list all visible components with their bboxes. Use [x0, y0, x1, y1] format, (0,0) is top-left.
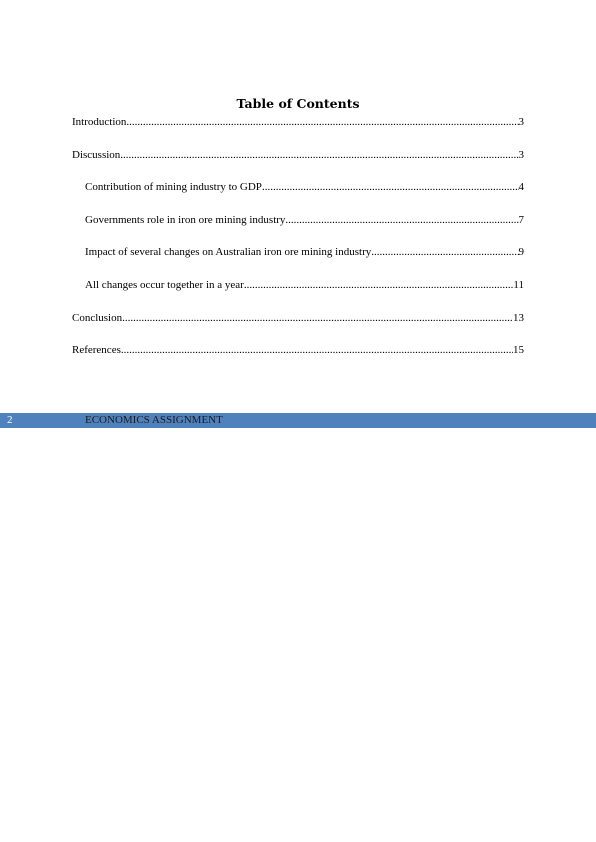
page-footer-bar [0, 413, 596, 428]
toc-entry-contribution-mining-gdp[interactable] [72, 180, 524, 195]
toc-entry-introduction[interactable] [72, 115, 524, 130]
footer-page-number: 2 [7, 414, 13, 426]
toc-entry-conclusion[interactable] [72, 311, 524, 326]
toc-dot-leader [285, 213, 518, 228]
toc-entry-page: 11 [513, 278, 524, 291]
toc-entry-page: 13 [513, 311, 524, 324]
toc-entry-page: 3 [518, 116, 524, 128]
toc-dot-leader [120, 148, 518, 163]
toc-entry-governments-role[interactable] [72, 213, 524, 228]
toc-entry-label[interactable]: Conclusion [72, 311, 123, 324]
toc-dot-leader [262, 180, 519, 195]
toc-entry-discussion[interactable] [72, 148, 524, 163]
toc-entry-label[interactable]: Discussion [72, 148, 121, 161]
toc-dot-leader [122, 311, 513, 326]
toc-entry-page: 9 [518, 246, 524, 259]
toc-dot-leader [371, 245, 518, 260]
toc-dot-leader [244, 278, 514, 293]
toc-entry-label[interactable]: Introduction [72, 116, 127, 128]
table-of-contents [72, 115, 524, 358]
toc-entry-label[interactable]: All changes occur together in a year [85, 278, 244, 291]
toc-entry-label[interactable]: Contribution of mining industry to GDP [85, 181, 262, 194]
toc-dot-leader [121, 343, 513, 358]
toc-entry-page: 4 [518, 181, 524, 194]
toc-title: Table of Contents [236, 96, 360, 111]
toc-entry-page: 3 [518, 148, 524, 161]
toc-dot-leader [126, 115, 518, 130]
toc-entry-label[interactable]: Impact of several changes on Australian iron ore mining industry [85, 246, 372, 259]
footer-document-title: ECONOMICS ASSIGNMENT [85, 414, 223, 426]
toc-entry-page: 15 [513, 344, 524, 357]
toc-entry-references[interactable] [72, 343, 524, 358]
toc-entry-label[interactable]: References [72, 344, 121, 357]
toc-entry-page: 7 [518, 213, 524, 226]
toc-entry-all-changes-together[interactable] [72, 278, 524, 293]
toc-entry-label[interactable]: Governments role in iron ore mining industry [85, 213, 286, 226]
toc-entry-impact-of-changes[interactable] [72, 245, 524, 260]
